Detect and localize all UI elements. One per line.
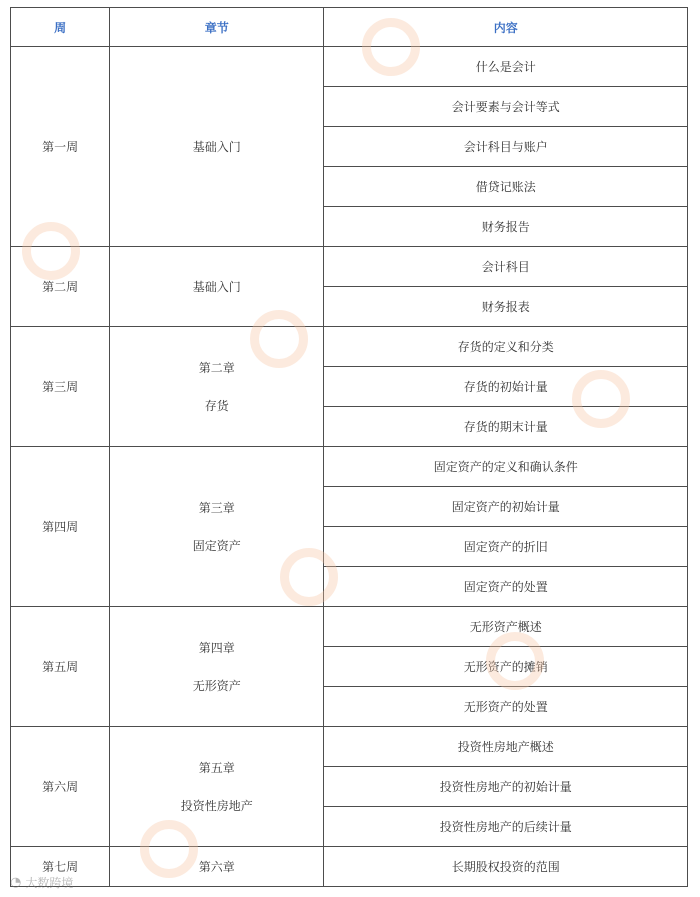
week-cell: 第七周 <box>11 847 110 887</box>
content-cell: 固定资产的折旧 <box>324 527 688 567</box>
content-cell: 长期股权投资的范围 <box>324 847 688 887</box>
header-chapter: 章节 <box>110 8 324 47</box>
content-cell: 存货的期末计量 <box>324 407 688 447</box>
table-row <box>11 607 688 647</box>
content-cell: 会计科目与账户 <box>324 127 688 167</box>
content-cell: 无形资产的处置 <box>324 687 688 727</box>
content-cell: 无形资产的摊销 <box>324 647 688 687</box>
week-cell: 第五周 <box>11 607 110 727</box>
chapter-line: 固定资产 <box>192 538 241 553</box>
table-row <box>11 327 688 367</box>
content-cell: 固定资产的定义和确认条件 <box>324 447 688 487</box>
week-cell: 第六周 <box>11 727 110 847</box>
schedule-body <box>11 47 688 887</box>
header-week: 周 <box>11 8 110 47</box>
chapter-line: 基础入门 <box>192 279 241 294</box>
content-cell: 投资性房地产概述 <box>324 727 688 767</box>
chapter-line: 第六章 <box>198 859 235 874</box>
content-cell: 无形资产概述 <box>324 607 688 647</box>
chapter-cell <box>110 447 324 607</box>
week-cell: 第二周 <box>11 247 110 327</box>
chapter-cell <box>110 327 324 447</box>
content-cell: 固定资产的初始计量 <box>324 487 688 527</box>
source-logo-icon: ◔ <box>10 875 22 890</box>
chapter-line: 第三章 <box>198 500 235 515</box>
table-row <box>11 247 688 287</box>
table-row <box>11 447 688 487</box>
chapter-line: 第五章 <box>198 760 235 775</box>
chapter-cell <box>110 727 324 847</box>
chapter-line: 存货 <box>204 398 229 413</box>
chapter-cell <box>110 847 324 887</box>
content-cell: 固定资产的处置 <box>324 567 688 607</box>
chapter-cell <box>110 607 324 727</box>
chapter-line: 无形资产 <box>192 678 241 693</box>
content-cell: 会计科目 <box>324 247 688 287</box>
content-cell: 会计要素与会计等式 <box>324 87 688 127</box>
content-cell: 存货的初始计量 <box>324 367 688 407</box>
footer-source-label: 大数跨境 <box>25 876 74 890</box>
chapter-line: 投资性房地产 <box>180 798 253 813</box>
week-cell: 第三周 <box>11 327 110 447</box>
table-row <box>11 727 688 767</box>
content-cell: 财务报表 <box>324 287 688 327</box>
table-row <box>11 847 688 887</box>
table-row <box>11 47 688 87</box>
content-cell: 存货的定义和分类 <box>324 327 688 367</box>
content-cell: 投资性房地产的后续计量 <box>324 807 688 847</box>
header-content: 内容 <box>324 8 688 47</box>
schedule-table <box>10 7 688 887</box>
week-cell: 第一周 <box>11 47 110 247</box>
content-cell: 投资性房地产的初始计量 <box>324 767 688 807</box>
chapter-line: 第四章 <box>198 640 235 655</box>
content-cell: 财务报告 <box>324 207 688 247</box>
chapter-line: 基础入门 <box>192 139 241 154</box>
chapter-cell <box>110 247 324 327</box>
content-cell: 借贷记账法 <box>324 167 688 207</box>
footer-source <box>10 874 73 891</box>
chapter-line: 第二章 <box>198 360 235 375</box>
header-row <box>11 8 688 47</box>
week-cell: 第四周 <box>11 447 110 607</box>
content-cell: 什么是会计 <box>324 47 688 87</box>
chapter-cell <box>110 47 324 247</box>
